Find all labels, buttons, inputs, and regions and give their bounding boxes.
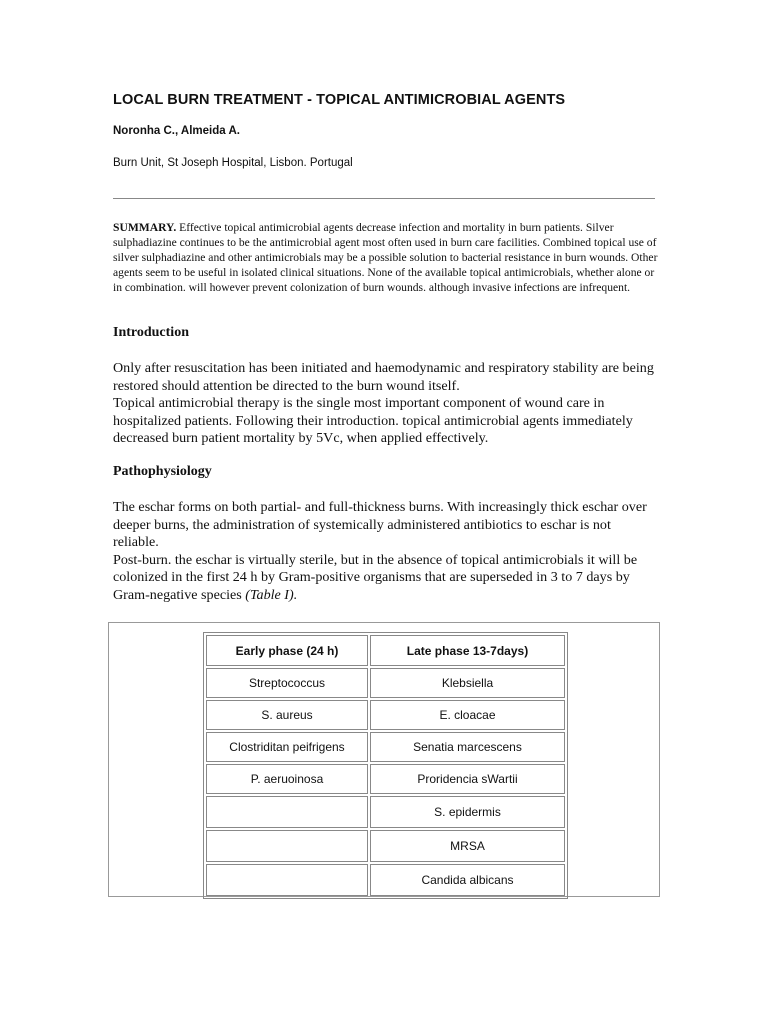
table-reference: (Table I). <box>245 586 298 603</box>
column-header: Early phase (24 h) <box>206 635 368 666</box>
table-row <box>206 700 565 730</box>
pathophysiology-paragraph-2-text: Post-burn. the eschar is virtually sterile, but in the absence of topical antimicrobials it will be colonized in the first 24 h by Gram-positive organisms that are superseded in 3 to 7 days by Gram-negative species <box>113 551 638 603</box>
table-row <box>206 764 565 794</box>
introduction-heading: Introduction <box>113 325 189 340</box>
summary-paragraph <box>113 221 658 296</box>
table-cell <box>206 796 368 828</box>
authors: Noronha C., Almeida A. <box>113 125 240 137</box>
table-cell: E. cloacae <box>370 700 565 730</box>
table-row <box>206 732 565 762</box>
table-row <box>206 864 565 896</box>
table-cell <box>206 830 368 862</box>
summary-label: SUMMARY. <box>113 221 177 234</box>
table-cell: Clostriditan peifrigens <box>206 732 368 762</box>
affiliation: Burn Unit, St Joseph Hospital, Lisbon. Portugal <box>113 157 353 169</box>
table-header-row <box>206 635 565 666</box>
table-cell: S. epidermis <box>370 796 565 828</box>
table-cell <box>206 864 368 896</box>
table-cell: MRSA <box>370 830 565 862</box>
pathophysiology-paragraph-1: The eschar forms on both partial- and full-thickness burns. With increasingly thick eschar over deeper burns, the administration of systemically administered antibiotics to eschar is not reliable. <box>113 499 647 550</box>
table-cell: Proridencia sWartii <box>370 764 565 794</box>
document-title: LOCAL BURN TREATMENT - TOPICAL ANTIMICROBIAL AGENTS <box>113 92 566 108</box>
table-cell: S. aureus <box>206 700 368 730</box>
organisms-table <box>203 632 568 899</box>
pathophysiology-heading: Pathophysiology <box>113 464 212 479</box>
introduction-paragraph-1: Only after resuscitation has been initiated and haemodynamic and respiratory stability are being restored should attention be directed to the burn wound itself. <box>113 360 654 394</box>
table-row <box>206 668 565 698</box>
table-cell: Candida albicans <box>370 864 565 896</box>
pathophysiology-paragraph-2 <box>113 552 658 605</box>
table-cell: Senatia marcescens <box>370 732 565 762</box>
pathophysiology-body <box>113 499 658 604</box>
column-header: Late phase 13-7days) <box>370 635 565 666</box>
summary-text: Effective topical antimicrobial agents decrease infection and mortality in burn patients. Silver sulphadiazine continues to be the antimicrobial agent most often used in burn care facilities. Combined topical use of silver sulphadiazine and other antimicrobials may be a possible solution to bacterial resistance in burn wounds. Other agents seem to be useful in isolated clinical situations. None of the available topical antimicrobials, whether alone or in combination. will however prevent colonization of burn wounds. although invasive infections are infrequent. <box>113 221 658 294</box>
introduction-body <box>113 360 658 448</box>
table-cell: Klebsiella <box>370 668 565 698</box>
table-row <box>206 796 565 828</box>
horizontal-rule <box>113 198 655 199</box>
table-row <box>206 830 565 862</box>
table-cell: Streptococcus <box>206 668 368 698</box>
table-cell: P. aeruoinosa <box>206 764 368 794</box>
introduction-paragraph-2: Topical antimicrobial therapy is the single most important component of wound care in hospitalized patients. Following their introduction. topical antimicrobial agents immediately decreased burn patient mortality by 5Vc, when applied effectively. <box>113 395 633 446</box>
